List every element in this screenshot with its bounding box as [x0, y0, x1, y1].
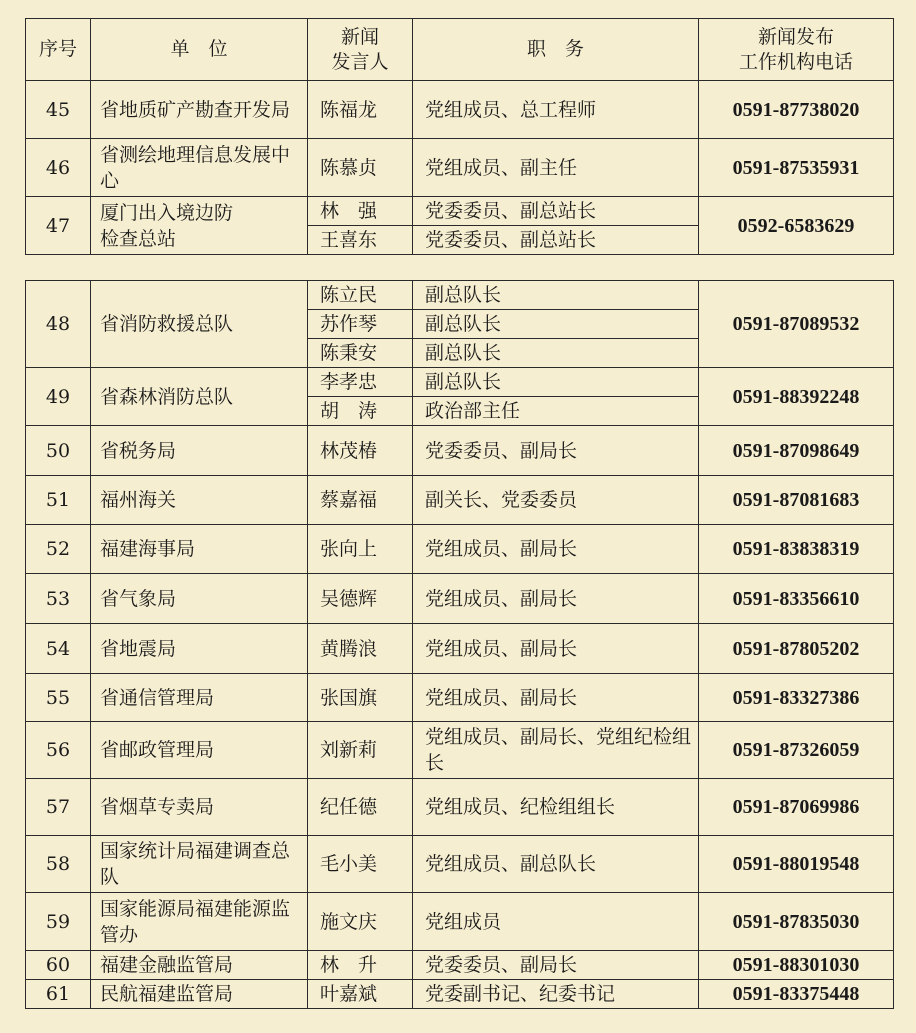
row-number: 52 — [26, 525, 91, 574]
unit-name: 省烟草专卖局 — [91, 779, 308, 836]
unit-name: 国家能源局福建能源监管办 — [91, 893, 308, 951]
table-row — [26, 951, 894, 980]
row-number: 61 — [26, 980, 91, 1009]
phone-number: 0591-88301030 — [699, 951, 894, 980]
spokesperson-name: 施文庆 — [308, 893, 413, 951]
row-number: 47 — [26, 197, 91, 255]
row-number: 48 — [26, 281, 91, 368]
phone-number: 0591-83375448 — [699, 980, 894, 1009]
phone-number: 0591-83356610 — [699, 574, 894, 624]
phone-number: 0592-6583629 — [699, 197, 894, 255]
phone-number: 0591-83327386 — [699, 674, 894, 722]
spokesperson-name: 陈福龙 — [308, 81, 413, 139]
row-number: 50 — [26, 426, 91, 476]
unit-name: 省森林消防总队 — [91, 368, 308, 426]
table-row — [26, 836, 894, 893]
header-unit: 单 位 — [91, 19, 308, 81]
row-number: 58 — [26, 836, 91, 893]
position-title: 党组成员、副局长 — [413, 574, 699, 624]
spokesperson-name: 叶嘉斌 — [308, 980, 413, 1009]
position-title: 党组成员、副局长 — [413, 525, 699, 574]
unit-name: 福建海事局 — [91, 525, 308, 574]
table-row — [26, 139, 894, 197]
spokesperson-name: 林 升 — [308, 951, 413, 980]
spokesperson-name: 林 强 — [308, 197, 413, 226]
unit-name: 厦门出入境边防 检查总站 — [91, 197, 308, 255]
header-spokesperson: 新闻 发言人 — [308, 19, 413, 81]
table-row — [26, 525, 894, 574]
unit-name: 省邮政管理局 — [91, 722, 308, 779]
row-number: 57 — [26, 779, 91, 836]
position-title: 党组成员、副总队长 — [413, 836, 699, 893]
phone-number: 0591-87069986 — [699, 779, 894, 836]
unit-name: 省消防救援总队 — [91, 281, 308, 368]
spokesperson-name: 纪任德 — [308, 779, 413, 836]
position-title: 副总队长 — [413, 281, 699, 310]
phone-number: 0591-87089532 — [699, 281, 894, 368]
phone-number: 0591-87098649 — [699, 426, 894, 476]
position-title: 副总队长 — [413, 310, 699, 339]
unit-name: 省气象局 — [91, 574, 308, 624]
row-number: 59 — [26, 893, 91, 951]
spokesperson-name: 陈慕贞 — [308, 139, 413, 197]
header-row — [26, 19, 894, 81]
header-position: 职 务 — [413, 19, 699, 81]
spokesperson-name: 李孝忠 — [308, 368, 413, 397]
position-title: 党委委员、副局长 — [413, 426, 699, 476]
phone-number: 0591-87805202 — [699, 624, 894, 674]
unit-name: 国家统计局福建调查总队 — [91, 836, 308, 893]
table-row — [26, 722, 894, 779]
phone-number: 0591-83838319 — [699, 525, 894, 574]
row-number: 55 — [26, 674, 91, 722]
row-number: 49 — [26, 368, 91, 426]
row-number: 53 — [26, 574, 91, 624]
phone-number: 0591-87326059 — [699, 722, 894, 779]
position-title: 党委委员、副总站长 — [413, 197, 699, 226]
position-title: 党组成员、副局长、党组纪检组长 — [413, 722, 699, 779]
phone-number: 0591-87535931 — [699, 139, 894, 197]
spokesperson-name: 陈立民 — [308, 281, 413, 310]
table-row — [26, 476, 894, 525]
table-row — [26, 674, 894, 722]
row-number: 45 — [26, 81, 91, 139]
unit-name: 福建金融监管局 — [91, 951, 308, 980]
table-row — [26, 426, 894, 476]
spokesperson-name: 张国旗 — [308, 674, 413, 722]
position-title: 党组成员、副主任 — [413, 139, 699, 197]
header-no: 序号 — [26, 19, 91, 81]
unit-name: 省测绘地理信息发展中心 — [91, 139, 308, 197]
unit-name: 民航福建监管局 — [91, 980, 308, 1009]
row-number: 56 — [26, 722, 91, 779]
table-row — [26, 893, 894, 951]
spokesperson-name: 陈秉安 — [308, 339, 413, 368]
header-phone: 新闻发布 工作机构电话 — [699, 19, 894, 81]
spokesperson-name: 刘新莉 — [308, 722, 413, 779]
position-title: 党委委员、副总站长 — [413, 226, 699, 255]
spokesperson-name: 吴德辉 — [308, 574, 413, 624]
unit-name: 省通信管理局 — [91, 674, 308, 722]
row-number: 54 — [26, 624, 91, 674]
position-title: 党组成员 — [413, 893, 699, 951]
table-row — [26, 81, 894, 139]
phone-number: 0591-87081683 — [699, 476, 894, 525]
spokesperson-table-top — [25, 18, 894, 255]
spokesperson-name: 王喜东 — [308, 226, 413, 255]
position-title: 副关长、党委委员 — [413, 476, 699, 525]
table-row — [26, 574, 894, 624]
spokesperson-name: 张向上 — [308, 525, 413, 574]
position-title: 副总队长 — [413, 339, 699, 368]
unit-name: 省地震局 — [91, 624, 308, 674]
row-number: 46 — [26, 139, 91, 197]
spokesperson-name: 黄腾浪 — [308, 624, 413, 674]
spokesperson-name: 苏作琴 — [308, 310, 413, 339]
unit-name: 省税务局 — [91, 426, 308, 476]
phone-number: 0591-87835030 — [699, 893, 894, 951]
table-row — [26, 197, 894, 226]
table-row — [26, 368, 894, 397]
table-row — [26, 281, 894, 310]
spokesperson-name: 胡 涛 — [308, 397, 413, 426]
position-title: 党组成员、副局长 — [413, 674, 699, 722]
unit-name: 福州海关 — [91, 476, 308, 525]
table-row — [26, 624, 894, 674]
spokesperson-table-bottom — [25, 280, 894, 1009]
row-number: 60 — [26, 951, 91, 980]
table-row — [26, 779, 894, 836]
position-title: 政治部主任 — [413, 397, 699, 426]
phone-number: 0591-87738020 — [699, 81, 894, 139]
position-title: 副总队长 — [413, 368, 699, 397]
table-row — [26, 980, 894, 1009]
row-number: 51 — [26, 476, 91, 525]
phone-number: 0591-88392248 — [699, 368, 894, 426]
spokesperson-name: 蔡嘉福 — [308, 476, 413, 525]
phone-number: 0591-88019548 — [699, 836, 894, 893]
spokesperson-name: 林茂椿 — [308, 426, 413, 476]
position-title: 党组成员、纪检组组长 — [413, 779, 699, 836]
position-title: 党委委员、副局长 — [413, 951, 699, 980]
unit-name: 省地质矿产勘查开发局 — [91, 81, 308, 139]
spokesperson-name: 毛小美 — [308, 836, 413, 893]
position-title: 党组成员、总工程师 — [413, 81, 699, 139]
position-title: 党委副书记、纪委书记 — [413, 980, 699, 1009]
position-title: 党组成员、副局长 — [413, 624, 699, 674]
